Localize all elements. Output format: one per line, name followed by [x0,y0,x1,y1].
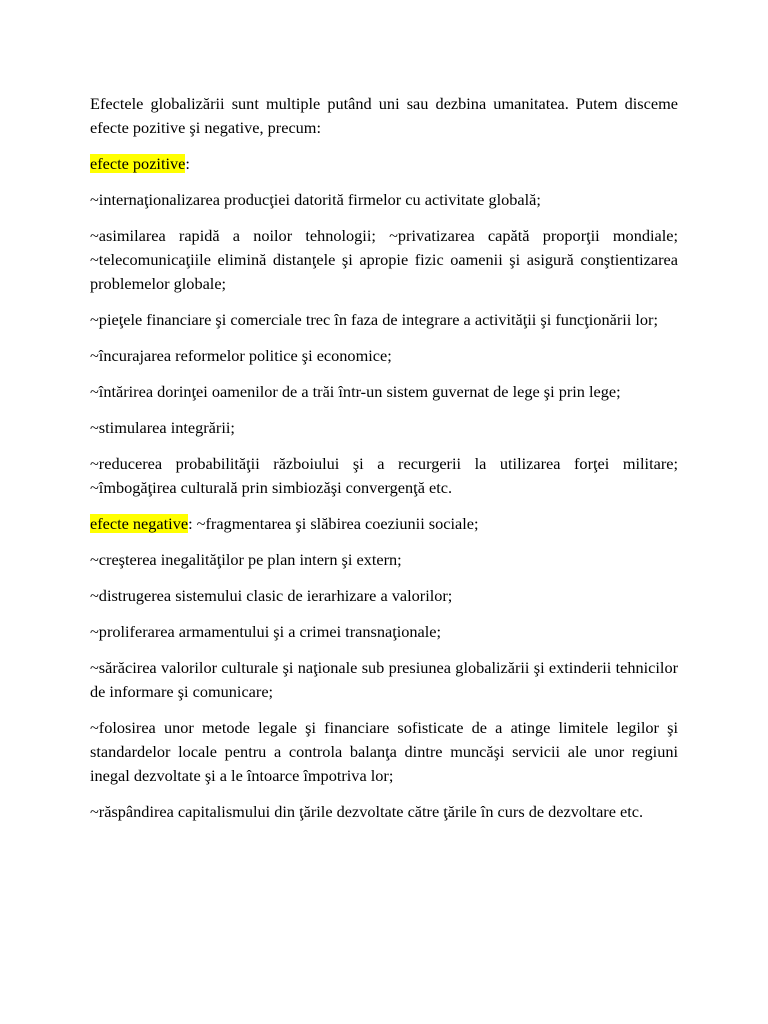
intro-paragraph: Efectele globalizării sunt multiple putând uni sau dezbina umanitatea. Putem disceme efecte pozitive şi negative, precum: [90,94,678,137]
negative-heading-suffix: : ~fragmentarea şi slăbirea coeziunii sociale; [188,514,479,533]
negative-effects-heading [90,512,678,536]
negative-effect-paragraph: ~proliferarea armamentului şi a crimei transnaţionale; [90,622,442,641]
negative-effect-paragraph: ~creşterea inegalităţilor pe plan intern şi extern; [90,550,402,569]
positive-effect-paragraph: ~asimilarea rapidă a noilor tehnologii; ~privatizarea capătă proporţii mondiale; ~telecomunicaţiile elimină distanţele şi apropie fizic oamenii şi asigură conştientizarea problemelor globale; [90,226,678,293]
positive-effect-paragraph: ~stimularea integrării; [90,418,235,437]
positive-effect-paragraph: ~reducerea probabilităţii războiului şi a recurgerii la utilizarea forţei militare; ~îmbogăţirea culturală prin simbiozăşi convergenţă etc. [90,454,678,497]
positive-effects-highlight: efecte pozitive [90,154,186,173]
positive-effects-heading [90,152,678,176]
negative-effect-paragraph: ~sărăcirea valorilor culturale şi naţionale sub presiunea globalizării şi extinderii tehnicilor de informare şi comunicare; [90,658,678,701]
positive-effect-paragraph: ~întărirea dorinţei oamenilor de a trăi într-un sistem guvernat de lege şi prin lege; [90,382,621,401]
negative-effect-paragraph: ~răspândirea capitalismului din ţările dezvoltate către ţările în curs de dezvoltare etc. [90,802,644,821]
positive-effect-paragraph: ~pieţele financiare şi comerciale trec în faza de integrare a activităţii şi funcţionării lor; [90,310,658,329]
positive-effect-paragraph: ~internaţionalizarea producţiei datorită firmelor cu activitate globală; [90,190,541,209]
positive-heading-suffix: : [185,154,190,173]
negative-effects-highlight: efecte negative [90,514,189,533]
positive-effect-paragraph: ~încurajarea reformelor politice şi economice; [90,346,392,365]
negative-effect-paragraph: ~distrugerea sistemului clasic de ierarhizare a valorilor; [90,586,453,605]
negative-effect-paragraph: ~folosirea unor metode legale şi financiare sofisticate de a atinge limitele legilor şi standardelor locale pentru a controla balanţa dintre muncăşi servicii ale unor regiuni inegal dezvoltate şi a le întoarce împotriva lor; [90,718,678,785]
document-body [90,92,678,836]
